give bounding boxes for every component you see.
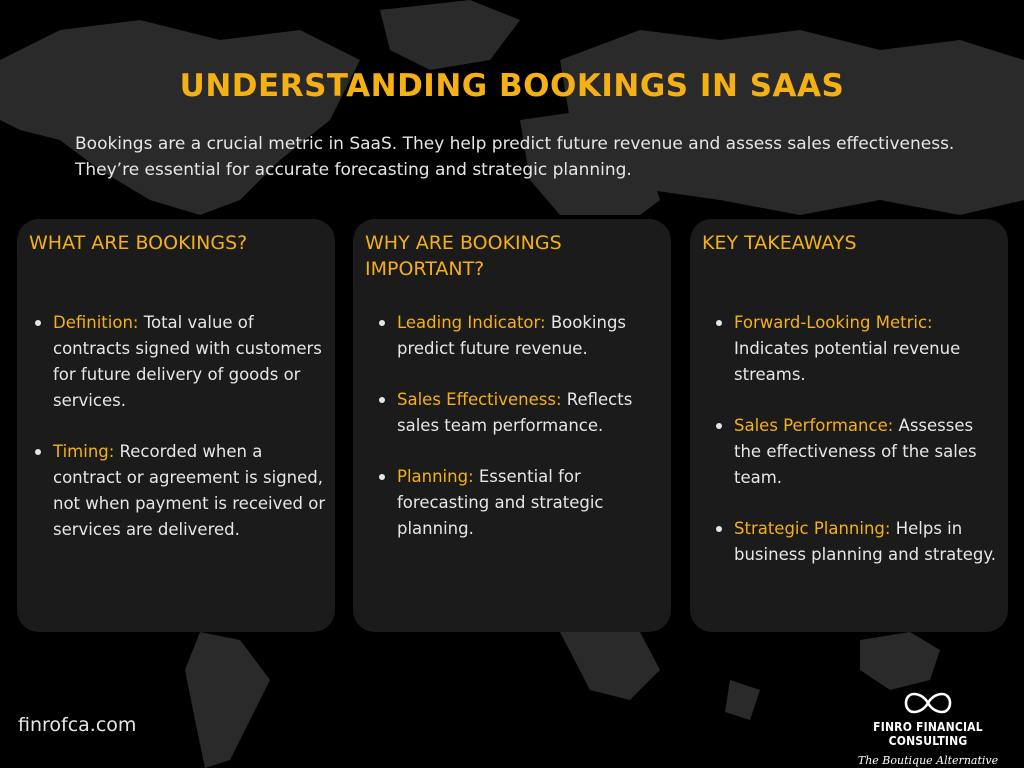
bullet-icon	[379, 474, 385, 480]
bullet-icon	[716, 423, 722, 429]
item-label: Strategic Planning:	[734, 519, 891, 538]
bullet-list	[373, 310, 665, 567]
list-item	[373, 464, 665, 542]
page-title: UNDERSTANDING BOOKINGS IN SAAS	[179, 68, 845, 104]
list-item	[373, 387, 665, 439]
item-text: Bookings predict future revenue.	[397, 313, 627, 358]
card-why-bookings-important	[353, 219, 671, 632]
list-item	[29, 439, 329, 543]
list-item	[710, 516, 1002, 568]
item-text: Reflects sales team performance.	[397, 390, 633, 435]
item-text: Helps in business planning and strategy.	[734, 519, 997, 564]
company-tagline: The Boutique Alternative	[857, 754, 999, 767]
item-text: Total value of contracts signed with customers for future delivery of goods or services.	[53, 313, 322, 410]
item-text: Indicates potential revenue streams.	[734, 339, 961, 384]
bullet-list	[710, 310, 1002, 593]
website-link[interactable]: finrofca.com	[18, 714, 137, 736]
bullet-icon	[379, 397, 385, 403]
item-label: Sales Performance:	[734, 416, 894, 435]
item-label: Leading Indicator:	[397, 313, 546, 332]
item-text: Recorded when a contract or agreement is signed, not when payment is received or services are delivered.	[53, 442, 326, 539]
company-logo	[842, 692, 1014, 767]
list-item	[29, 310, 329, 414]
item-label: Timing:	[53, 442, 115, 461]
infinity-icon	[904, 692, 952, 714]
card-key-takeaways	[690, 219, 1008, 632]
card-title: KEY TAKEAWAYS	[702, 232, 857, 254]
bullet-icon	[379, 320, 385, 326]
item-label: Forward-Looking Metric:	[734, 313, 933, 332]
card-what-are-bookings	[17, 219, 335, 632]
card-title: WHAT ARE BOOKINGS?	[29, 232, 248, 254]
item-text: Assesses the effectiveness of the sales team.	[734, 416, 977, 487]
item-label: Planning:	[397, 467, 474, 486]
bullet-icon	[35, 320, 41, 326]
bullet-icon	[35, 449, 41, 455]
card-title: WHY ARE BOOKINGS IMPORTANT?	[365, 232, 562, 280]
bullet-icon	[716, 320, 722, 326]
list-item	[710, 413, 1002, 491]
company-name: FINRO FINANCIAL CONSULTING	[873, 720, 983, 748]
list-item	[710, 310, 1002, 388]
item-label: Sales Effectiveness:	[397, 390, 562, 409]
intro-text: Bookings are a crucial metric in SaaS. They help predict future revenue and assess sales effectiveness. They’re essential for accurate forecasting and strategic planning.	[75, 134, 955, 180]
list-item	[373, 310, 665, 362]
item-label: Definition:	[53, 313, 139, 332]
bullet-list	[29, 310, 329, 568]
item-text: Essential for forecasting and strategic planning.	[397, 467, 604, 538]
bullet-icon	[716, 526, 722, 532]
